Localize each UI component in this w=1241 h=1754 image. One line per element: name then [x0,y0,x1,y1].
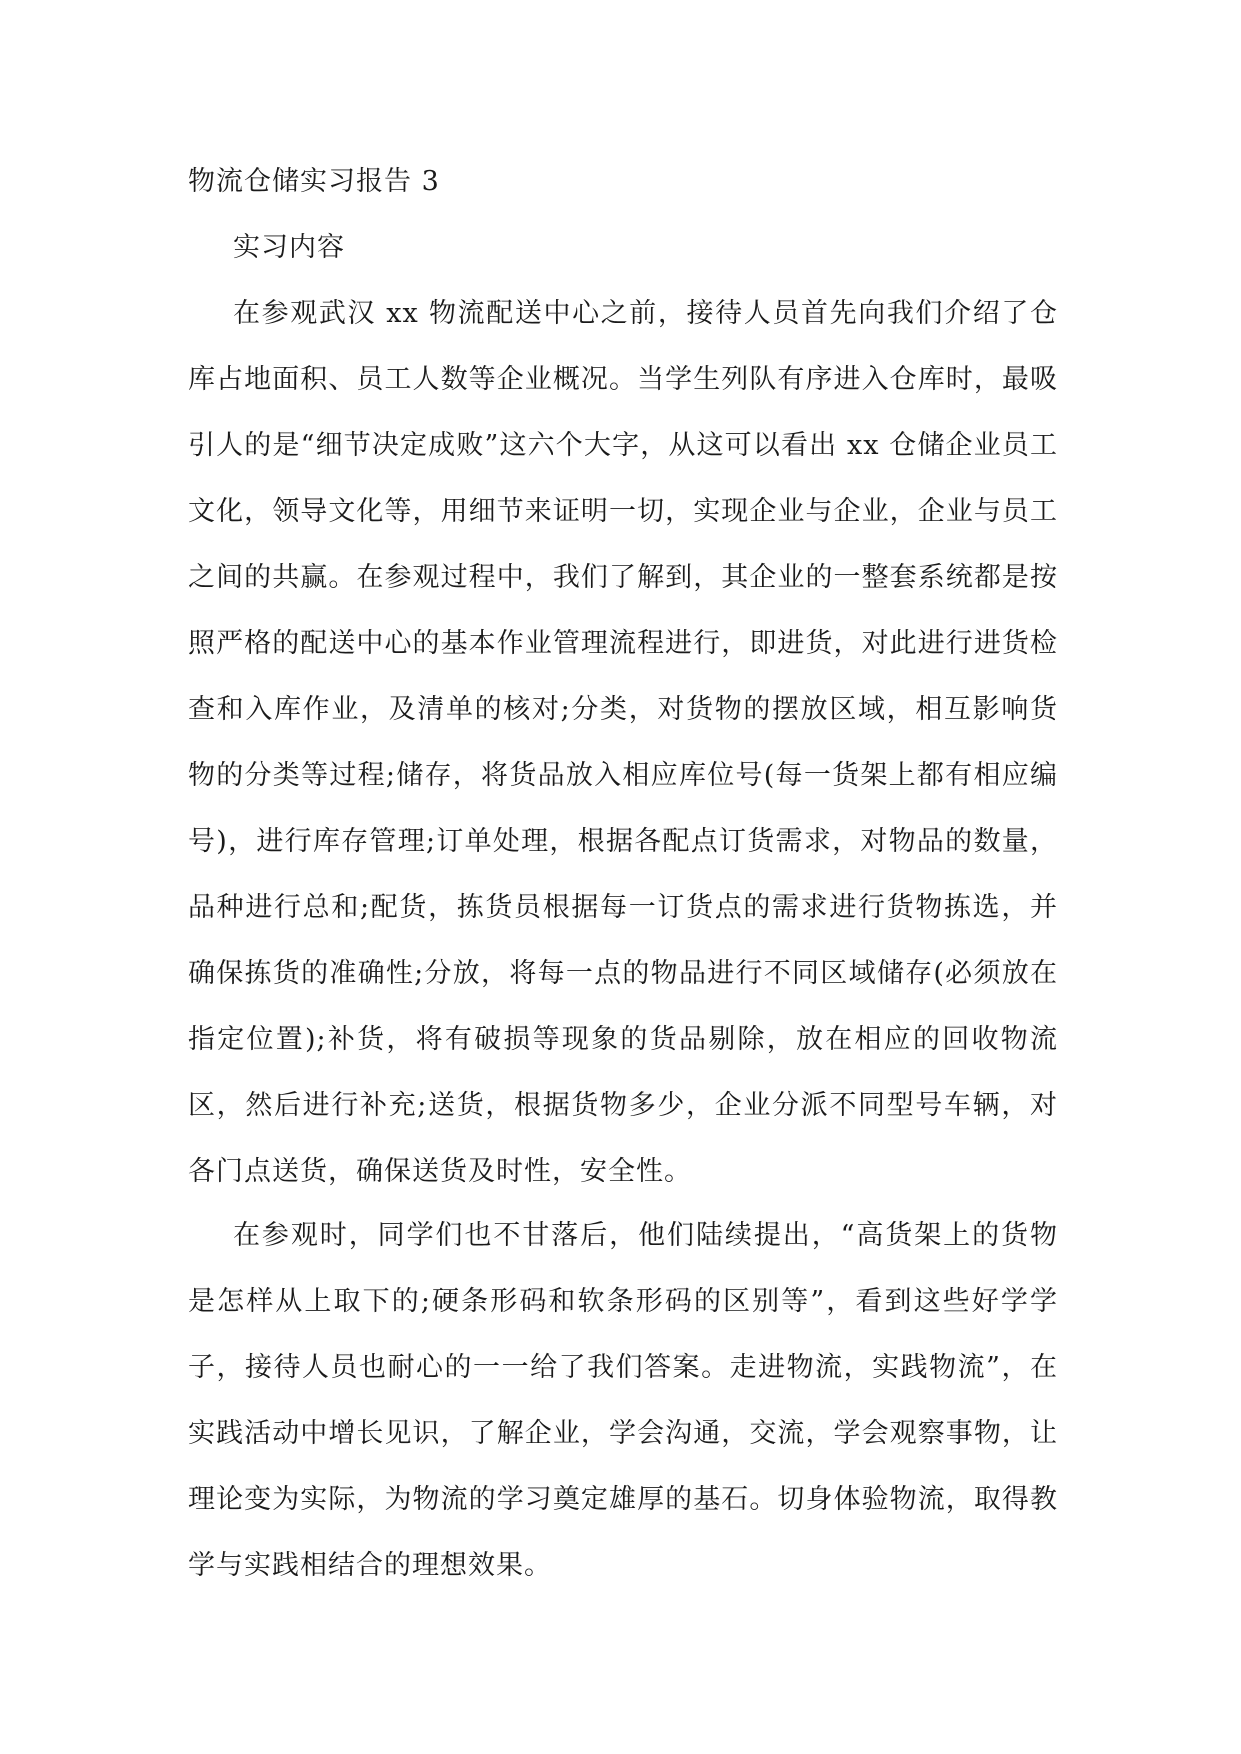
paragraph-1: 在参观武汉 xx 物流配送中心之前，接待人员首先向我们介绍了仓库占地面积、员工人数等企业概况。当学生列队有序进入仓库时，最吸引人的是“细节决定成败”这六个大字，从这可以看出 xx 仓储企业员工文化，领导文化等，用细节来证明一切，实现企业与企业，企业与员工之间的共赢。在参观过程中，我们了解到，其企业的一整套系统都是按照严格的配送中心的基本作业管理流程进行，即进货，对此进行进货检查和入库作业，及清单的核对;分类，对货物的摆放区域，相互影响货物的分类等过程;储存，将货品放入相应库位号(每一货架上都有相应编号)，进行库存管理;订单处理，根据各配点订货需求，对物品的数量，品种进行总和;配货，拣货员根据每一订货点的需求进行货物拣选，并确保拣货的准确性;分放，将每一点的物品进行不同区域储存(必须放在指定位置);补货，将有破损等现象的货品剔除，放在相应的回收物流区，然后进行补充;送货，根据货物多少，企业分派不同型号车辆，对各门点送货，确保送货及时性，安全性。 [188,298,1058,1187]
section-heading: 实习内容 [233,232,345,263]
document-body [188,160,1058,1599]
document-title: 物流仓储实习报告 3 [188,166,440,197]
paragraph-2: 在参观时，同学们也不甘落后，他们陆续提出，“高货架上的货物是怎样从上取下的;硬条形码和软条形码的区别等”，看到这些好学学子，接待人员也耐心的一一给了我们答案。走进物流，实践物流”，在实践活动中增长见识，了解企业，学会沟通，交流，学会观察事物，让理论变为实际，为物流的学习奠定雄厚的基石。切身体验物流，取得教学与实践相结合的理想效果。 [188,1220,1058,1581]
